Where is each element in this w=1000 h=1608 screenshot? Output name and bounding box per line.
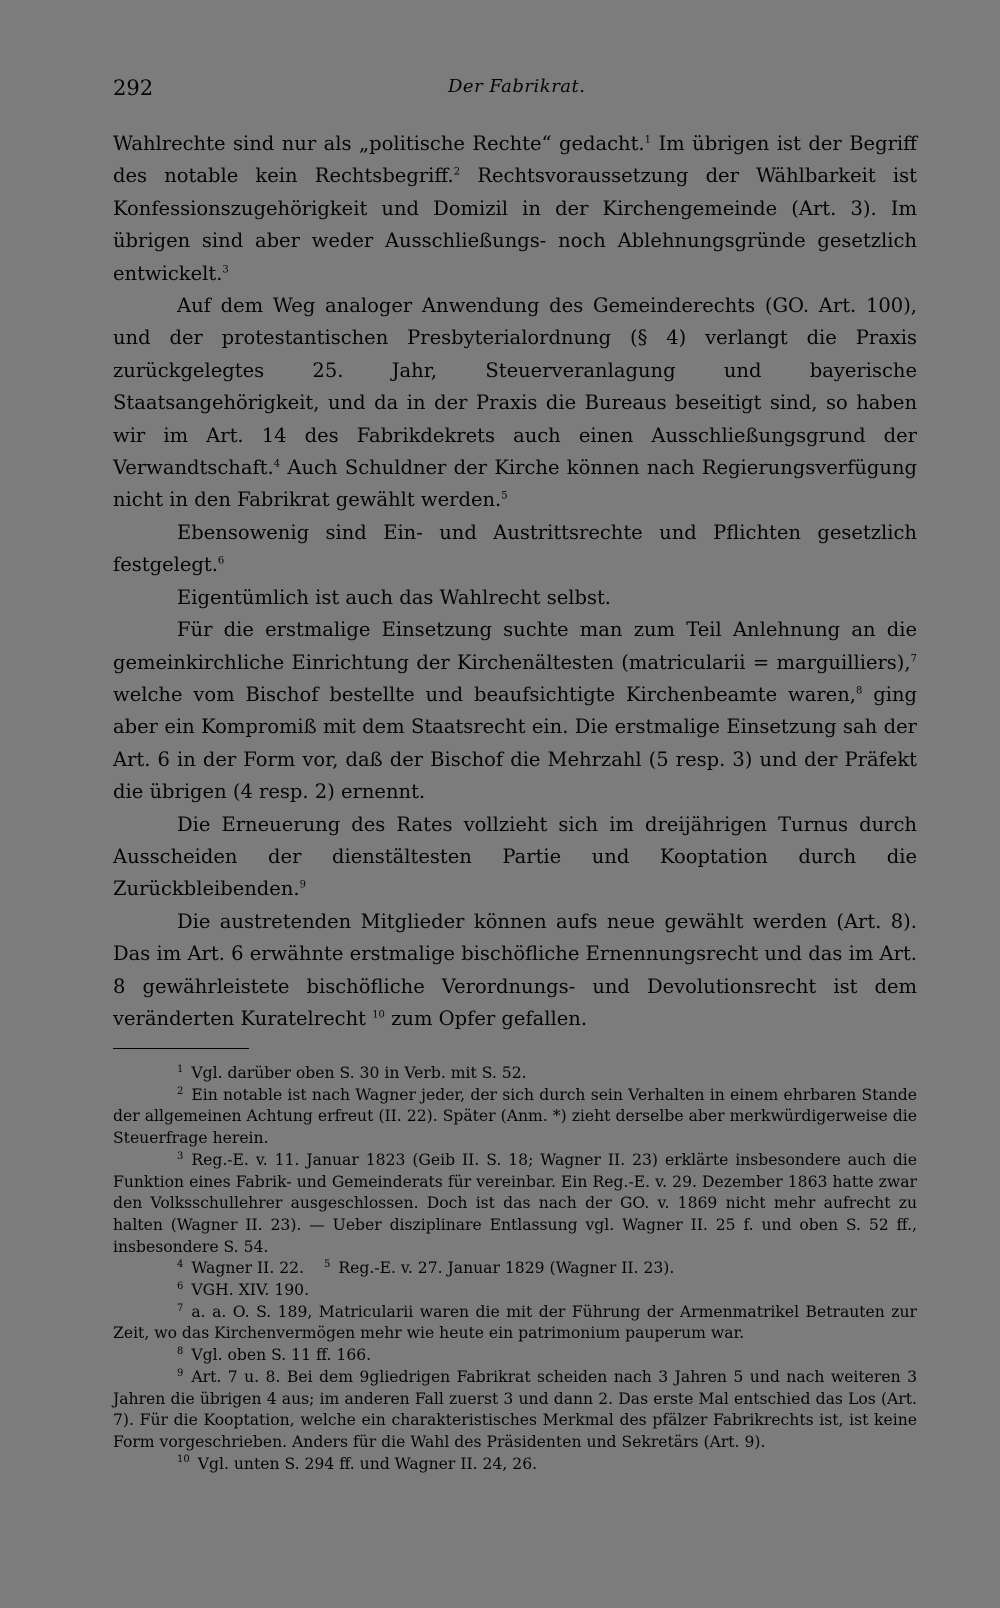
footnote-text: Ein notable ist nach Wagner jeder, der sich durch sein Verhalten in einem ehrbaren Stande der allgemeinen Achtung erfreut (II. 22). Später (Anm. *) zieht derselbe aber merkwürdigerweise die Steuerfrage herein. <box>113 1085 917 1148</box>
text-segment: Rechtsvoraussetzung der Wählbarkeit ist Konfessionszugehörigkeit und Domizil in der Kirchengemeinde (Art. 3). Im übrigen sind aber weder Ausschließungs- noch Ablehnungsgründe gesetzlich entwickelt. <box>113 164 918 285</box>
footnote-number: 10 <box>177 1454 190 1466</box>
paragraph <box>113 906 917 1036</box>
footnote-number: 3 <box>177 1150 184 1162</box>
footnote-number: 8 <box>177 1345 184 1357</box>
text-segment: Wahlrechte sind nur als „politische Rechte“ gedacht. <box>113 132 645 155</box>
footnote-reference: 6 <box>217 555 225 567</box>
footnote-text: Wagner II. 22. <box>191 1259 305 1278</box>
text-segment: Für die erstmalige Einsetzung suchte man zum Teil Anlehnung an die gemeinkirchliche Einrichtung der Kirchenältesten (matricularii = marguilliers), <box>113 618 917 674</box>
footnote-reference: 3 <box>222 264 229 276</box>
paragraph <box>113 809 917 906</box>
footnote-reference: 4 <box>273 458 281 470</box>
footnote-number: 2 <box>177 1085 184 1097</box>
footnote-number: 7 <box>177 1302 184 1314</box>
footnote <box>113 1258 917 1280</box>
footnote-text: Art. 7 u. 8. Bei dem 9gliedrigen Fabrikrat scheiden nach 3 Jahren 5 und nach weiteren 3 Jahren die übrigen 4 aus; im anderen Fall zuerst 3 und dann 2. Das erste Mal entschied das Los (Art. 7). Für die Kooptation, welche ein charakteristisches Merkmal des pfälzer Fabrikrechts ist, ist keine Form vorgeschrieben. Anders für die Wahl des Präsidenten und Sekretärs (Art. 9). <box>113 1367 917 1451</box>
paragraph <box>113 517 917 582</box>
footnote-reference: 5 <box>501 490 508 502</box>
main-text <box>113 128 917 1035</box>
running-title: Der Fabrikrat. <box>448 76 586 97</box>
footnote-text: Reg.-E. v. 27. Januar 1829 (Wagner II. 23). <box>338 1259 675 1278</box>
footnote-text: Reg.-E. v. 11. Januar 1823 (Geib II. S. 18; Wagner II. 23) erklärte insbesondere auch die Funktion eines Fabrik- und Gemeinderats für vereinbar. Ein Reg.-E. v. 29. Dezember 1863 hatte zwar den Volksschullehrer ausgeschlossen. Doch ist das nach der GO. v. 1869 nicht mehr aufrecht zu halten (Wagner II. 23). — Ueber disziplinare Entlassung vgl. Wagner II. 25 f. und oben S. 52 ff., insbesondere S. 54. <box>113 1150 917 1256</box>
footnote <box>113 1454 917 1476</box>
footnote-divider <box>113 1048 249 1049</box>
text-segment: Die austretenden Mitglieder können aufs neue gewählt werden (Art. 8). Das im Art. 6 erwähnte erstmalige bischöfliche Ernennungsrecht und das im Art. 8 gewährleistete bischöfliche Verordnungs- und Devolutionsrecht ist dem veränderten Kuratelrecht <box>113 909 917 1030</box>
footnote-number: 6 <box>177 1280 184 1292</box>
footnote <box>113 1085 917 1150</box>
text-segment: Die Erneuerung des Rates vollzieht sich im dreijährigen Turnus durch Ausscheiden der dienstältesten Partie und Kooptation durch die Zurückbleibenden. <box>113 812 917 901</box>
footnote <box>113 1345 917 1367</box>
footnote-number: 1 <box>177 1063 184 1075</box>
footnote-reference: 2 <box>453 166 461 178</box>
footnotes <box>113 1063 917 1475</box>
paragraph <box>113 582 917 614</box>
page-number: 292 <box>113 76 154 100</box>
text-segment: Ebensowenig sind Ein- und Austrittsrechte und Pflichten gesetzlich festgelegt. <box>113 520 917 577</box>
footnote-text: a. a. O. S. 189, Matricularii waren die mit der Führung der Armenmatrikel Betrauten zur Zeit, wo das Kirchenvermögen mehr wie heute ein patrimonium pauperum war. <box>113 1302 917 1343</box>
footnote <box>113 1367 917 1454</box>
footnote-text: Vgl. darüber oben S. 30 in Verb. mit S. 52. <box>191 1064 527 1082</box>
footnote-reference: 1 <box>644 134 651 146</box>
footnote-reference: 9 <box>299 879 306 891</box>
text-segment: Auch Schuldner der Kirche können nach Regierungsverfügung nicht in den Fabrikrat gewählt werden. <box>113 456 917 512</box>
footnote-number: 9 <box>177 1367 184 1379</box>
footnote <box>113 1280 917 1302</box>
footnote-reference: 8 <box>855 685 863 697</box>
footnote <box>113 1302 917 1345</box>
text-segment: welche vom Bischof bestellte und beaufsichtigte Kirchenbeamte waren, <box>113 682 856 706</box>
text-segment: Eigentümlich ist auch das Wahlrecht selbst. <box>177 585 611 609</box>
footnote-number: 5 <box>324 1259 331 1271</box>
paragraph <box>113 290 917 517</box>
footnote-text: Vgl. oben S. 11 ff. 166. <box>191 1346 372 1365</box>
footnote-number: 4 <box>177 1259 184 1271</box>
footnote-text: Vgl. unten S. 294 ff. und Wagner II. 24, 26. <box>197 1454 538 1473</box>
paragraph <box>113 614 917 808</box>
paragraph <box>113 128 917 290</box>
footnote <box>113 1063 917 1085</box>
text-segment: zum Opfer gefallen. <box>384 1006 588 1030</box>
text-segment: ging aber ein Kompromiß mit dem Staatsrecht ein. Die erstmalige Einsetzung sah der Art. 6 in der Form vor, daß der Bischof die Mehrzahl (5 resp. 3) und der Präfekt die übrigen (4 resp. 2) ernennt. <box>113 682 917 804</box>
footnote-reference: 7 <box>910 653 917 664</box>
text-segment: Im übrigen ist der Begriff des notable kein Rechtsbegriff. <box>113 132 917 188</box>
footnote-reference: 10 <box>372 1009 385 1021</box>
footnote-text: VGH. XIV. 190. <box>191 1281 310 1300</box>
text-segment: Auf dem Weg analoger Anwendung des Gemeinderechts (GO. Art. 100), und der protestantischen Presbyterialordnung (§ 4) verlangt die Praxis zurückgelegtes 25. Jahr, Steuerveranlagung und bayerische Staatsangehörigkeit, und da in der Praxis die Bureaus beseitigt sind, so haben wir im Art. 14 des Fabrikdekrets auch einen Ausschließungsgrund der Verwandtschaft. <box>113 294 917 480</box>
footnote <box>113 1150 917 1259</box>
